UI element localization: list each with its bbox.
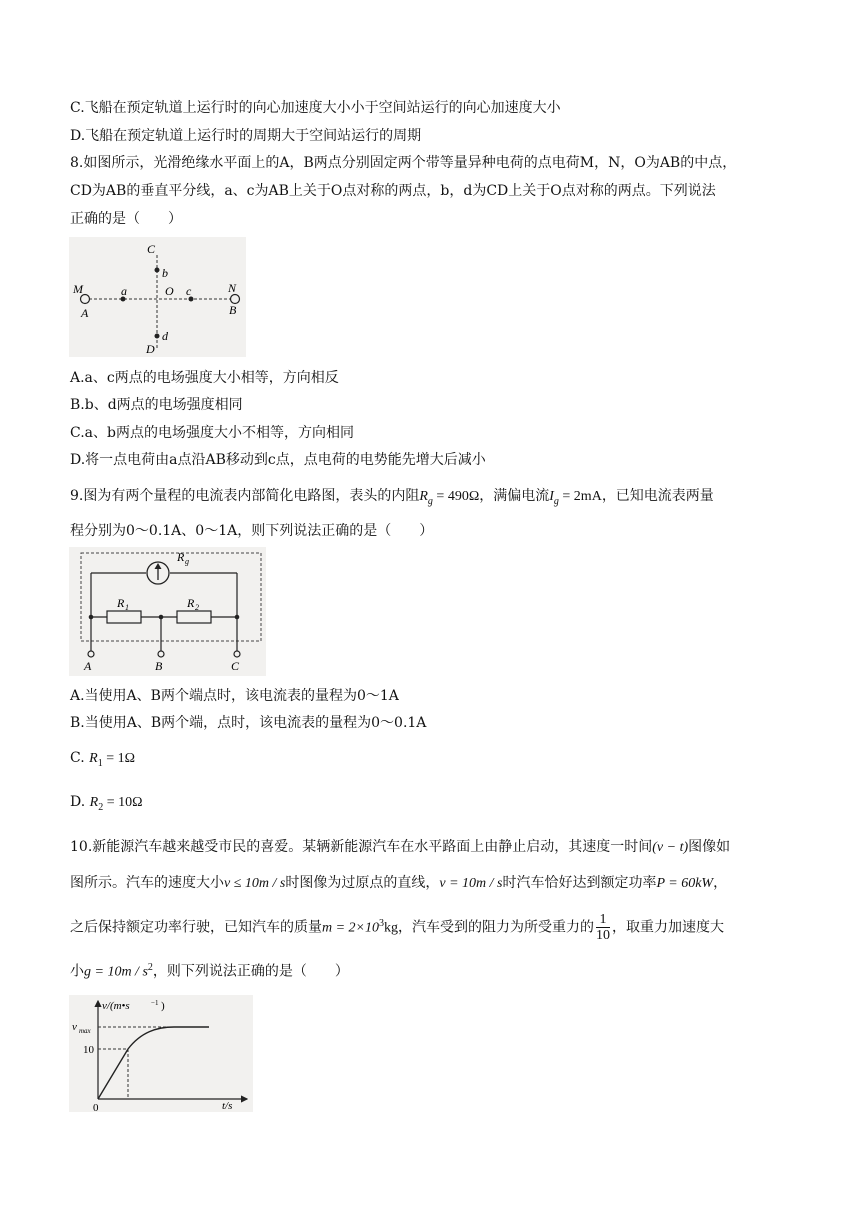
q9-d-symbol: R bbox=[89, 795, 99, 810]
ig-value: = 2mA bbox=[558, 489, 602, 504]
q9-c-prefix: C. bbox=[70, 750, 90, 766]
q10-text-2e: 时汽车恰好达到额定功率 bbox=[502, 875, 657, 891]
q9-stem-text-a: 9.图为有两个量程的电流表内部简化电路图，表头的内阻 bbox=[70, 488, 420, 504]
label-b: b bbox=[162, 266, 168, 280]
q8-stem-line-1: 8.如图所示，光滑绝缘水平面上的A，B两点分别固定两个带等量异种电荷的点电荷M，N，O为AB的中点， bbox=[70, 155, 737, 171]
terminal-c-label: C bbox=[231, 659, 240, 673]
q10-text-3a: 之后保持额定功率行驶，已知汽车的质量 bbox=[70, 919, 322, 936]
label-c-top: C bbox=[147, 242, 156, 256]
q9-stem-text-b: ，满偏电流 bbox=[479, 488, 550, 504]
q8-stem-line-2: CD为AB的垂直平分线，a、c为AB上关于O点对称的两点，b，d为CD上关于O点对称的两点。下列说法 bbox=[70, 183, 716, 199]
label-d: d bbox=[162, 329, 168, 343]
terminal-b bbox=[158, 651, 164, 657]
q7-option-c: C.飞船在预定轨道上运行时的向心加速度大小小于空间站运行的向心加速度大小 bbox=[70, 100, 561, 116]
q9-d-value: = 10Ω bbox=[103, 795, 143, 810]
ig-sub: g bbox=[553, 495, 559, 507]
q10-stem-line-4 bbox=[70, 958, 349, 983]
r1-label-sub: 1 bbox=[125, 603, 129, 612]
fraction-one-tenth bbox=[596, 912, 610, 943]
q9-c-value: = 1Ω bbox=[102, 751, 135, 766]
q10-text-2b: v ≤ 10m / s bbox=[224, 876, 286, 891]
q10-text-3c: kg bbox=[384, 920, 399, 936]
label-c: c bbox=[186, 284, 192, 298]
q10-text-2f: P = 60kW bbox=[656, 876, 714, 891]
q9-option-b: B.当使用A、B两个端，点时，该电流表的量程为0～0.1A bbox=[70, 715, 427, 731]
q9-d-sub: 2 bbox=[98, 801, 104, 813]
q8-figure bbox=[69, 237, 246, 357]
rg-label-sub: g bbox=[185, 557, 189, 566]
q10-text-4sup: 2 bbox=[147, 962, 153, 973]
rg-sub: g bbox=[427, 495, 433, 507]
r2-label: R bbox=[187, 596, 195, 610]
q7-option-d: D.飞船在预定轨道上运行时的周期大于空间站运行的周期 bbox=[70, 128, 422, 144]
rg-symbol: R bbox=[419, 489, 428, 504]
terminal-a-label: A bbox=[84, 659, 92, 673]
q10-text-3e: ，取重力加速度大 bbox=[612, 919, 725, 936]
q9-figure bbox=[69, 547, 266, 676]
v-axis-label: v/(m•s bbox=[102, 1000, 130, 1012]
resistor-r1 bbox=[107, 611, 141, 623]
q9-stem-line-1 bbox=[70, 486, 714, 512]
v-axis-label-sup: −1 bbox=[151, 999, 159, 1007]
q9-c-sub: 1 bbox=[97, 757, 103, 769]
q9-stem-line-2: 程分别为0～0.1A、0～1A，则下列说法正确的是（ ） bbox=[70, 523, 434, 539]
q10-text-2g: ， bbox=[713, 875, 728, 891]
q10-text-2c: 时图像为过原点的直线， bbox=[285, 875, 440, 891]
r1-label: R bbox=[117, 596, 125, 610]
label-a-point: A bbox=[81, 306, 89, 320]
q10-text-3sup: 3 bbox=[379, 918, 385, 929]
q10-text-4b: g = 10m / s bbox=[84, 964, 148, 980]
point-d bbox=[155, 334, 160, 339]
vmax-sub: max bbox=[79, 1027, 91, 1035]
terminal-a bbox=[88, 651, 94, 657]
r2-label-sub: 2 bbox=[195, 603, 199, 612]
q10-text-3d: ，汽车受到的阻力为所受重力的 bbox=[398, 919, 595, 936]
q10-figure bbox=[69, 995, 253, 1112]
t-axis-label: t/s bbox=[222, 1100, 233, 1112]
label-m: M bbox=[73, 282, 83, 296]
label-b-point: B bbox=[229, 303, 237, 317]
q10-text-1a: 10.新能源汽车越来越受市民的喜爱。某辆新能源汽车在水平路面上由静止启动，其速度一时间 bbox=[70, 839, 653, 855]
rg-value: = 490Ω bbox=[432, 489, 480, 504]
label-o: O bbox=[165, 284, 174, 298]
q10-text-1b: 图像如 bbox=[688, 839, 731, 855]
q9-option-d bbox=[70, 792, 143, 818]
q8-stem-line-3: 正确的是（ ） bbox=[70, 211, 182, 227]
vt-curve bbox=[98, 1027, 209, 1099]
fraction-denominator: 10 bbox=[596, 928, 611, 944]
label-n: N bbox=[228, 281, 237, 295]
y-tick-10: 10 bbox=[83, 1044, 94, 1056]
q9-d-prefix: D. bbox=[70, 794, 90, 810]
terminal-c bbox=[234, 651, 240, 657]
q10-text-3b: m = 2×10 bbox=[322, 920, 380, 936]
q10-text-4a: 小 bbox=[70, 963, 84, 980]
rg-label: R bbox=[177, 550, 185, 564]
q10-stem-line-2 bbox=[70, 873, 727, 894]
q10-text-2d: v = 10m / s bbox=[439, 876, 503, 891]
q8-option-c: C.a、b两点的电场强度大小不相等，方向相同 bbox=[70, 425, 354, 441]
q10-vt: (v − t) bbox=[652, 840, 689, 855]
q9-option-a: A.当使用A、B两个端点时，该电流表的量程为0～1A bbox=[70, 688, 399, 704]
q8-option-d: D.将一点电荷由a点沿AB移动到c点，点电荷的电势能先增大后减小 bbox=[70, 452, 486, 468]
origin-label: 0 bbox=[93, 1102, 99, 1112]
q9-stem-text-c: ，已知电流表两量 bbox=[601, 488, 714, 504]
label-d-bottom: D bbox=[146, 342, 155, 356]
q9-c-symbol: R bbox=[89, 751, 98, 766]
vmax-label: v bbox=[72, 1021, 77, 1033]
label-a: a bbox=[121, 284, 127, 298]
terminal-b-label: B bbox=[155, 659, 163, 673]
q9-option-c bbox=[70, 748, 135, 774]
q8-option-a: A.a、c两点的电场强度大小相等，方向相反 bbox=[70, 370, 339, 386]
q10-text-2a: 图所示。汽车的速度大小 bbox=[70, 875, 224, 891]
resistor-r2 bbox=[177, 611, 211, 623]
q10-text-4c: ，则下列说法正确的是（ ） bbox=[152, 963, 349, 980]
ig-symbol: I bbox=[549, 489, 554, 504]
fraction-numerator: 1 bbox=[596, 912, 610, 928]
q10-stem-line-3 bbox=[70, 907, 724, 946]
q8-option-b: B.b、d两点的电场强度相同 bbox=[70, 397, 243, 413]
point-b bbox=[155, 268, 160, 273]
q10-stem-line-1 bbox=[70, 837, 730, 858]
v-axis-label-close: ) bbox=[161, 1000, 165, 1012]
